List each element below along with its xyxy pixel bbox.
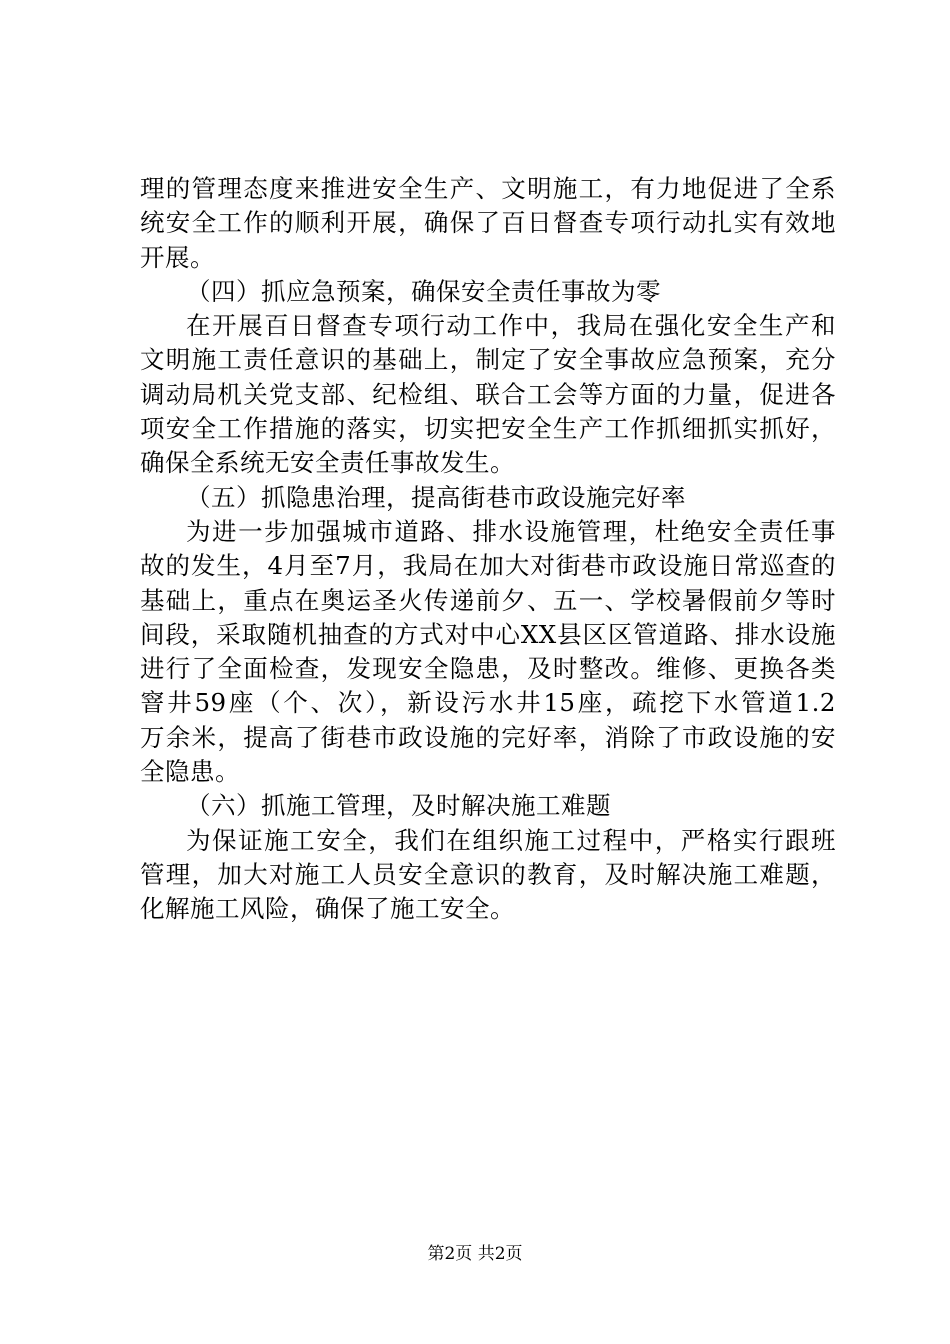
text-line: 为进一步加强城市道路、排水设施管理，杜绝安全责任事 — [186, 516, 836, 546]
text-line: （四）抓应急预案，确保安全责任事故为零 — [186, 276, 661, 306]
text-line: 调动局机关党支部、纪检组、联合工会等方面的力量，促进各 — [140, 379, 836, 409]
text-line: 统安全工作的顺利开展，确保了百日督查专项行动扎实有效地 — [140, 208, 836, 238]
text-line: 为保证施工安全，我们在组织施工过程中，严格实行跟班 — [186, 825, 836, 855]
text-line: 进行了全面检查，发现安全隐患，及时整改。维修、更换各类 — [140, 654, 836, 684]
text-line: 管理，加大对施工人员安全意识的教育，及时解决施工难题， — [140, 859, 836, 889]
text-line: 确保全系统无安全责任事故发生。 — [140, 448, 515, 478]
page-footer: 第2页 共2页 — [427, 1244, 523, 1264]
text-line: （五）抓隐患治理，提高街巷市政设施完好率 — [186, 482, 686, 512]
text-line: 化解施工风险，确保了施工安全。 — [140, 894, 515, 924]
text-line: 文明施工责任意识的基础上，制定了安全事故应急预案，充分 — [140, 345, 836, 375]
text-line: 窨井59座（个、次），新设污水井15座，疏挖下水管道1.2 — [140, 688, 836, 718]
text-line: 间段，采取随机抽查的方式对中心XX县区区管道路、排水设施 — [140, 619, 836, 649]
document-body — [140, 172, 836, 927]
text-line: 全隐患。 — [140, 757, 240, 787]
text-line: 开展。 — [140, 242, 215, 272]
text-line: 在开展百日督查专项行动工作中，我局在强化安全生产和 — [186, 311, 836, 341]
text-line: 万余米，提高了街巷市政设施的完好率，消除了市政设施的安 — [140, 722, 836, 752]
text-line: 理的管理态度来推进安全生产、文明施工，有力地促进了全系 — [140, 174, 836, 203]
text-line: 项安全工作措施的落实，切实把安全生产工作抓细抓实抓好， — [140, 414, 836, 444]
text-line: （六）抓施工管理，及时解决施工难题 — [186, 791, 611, 821]
text-line: 故的发生，4月至7月，我局在加大对街巷市政设施日常巡查的 — [140, 551, 836, 581]
text-line: 基础上，重点在奥运圣火传递前夕、五一、学校暑假前夕等时 — [140, 585, 836, 615]
